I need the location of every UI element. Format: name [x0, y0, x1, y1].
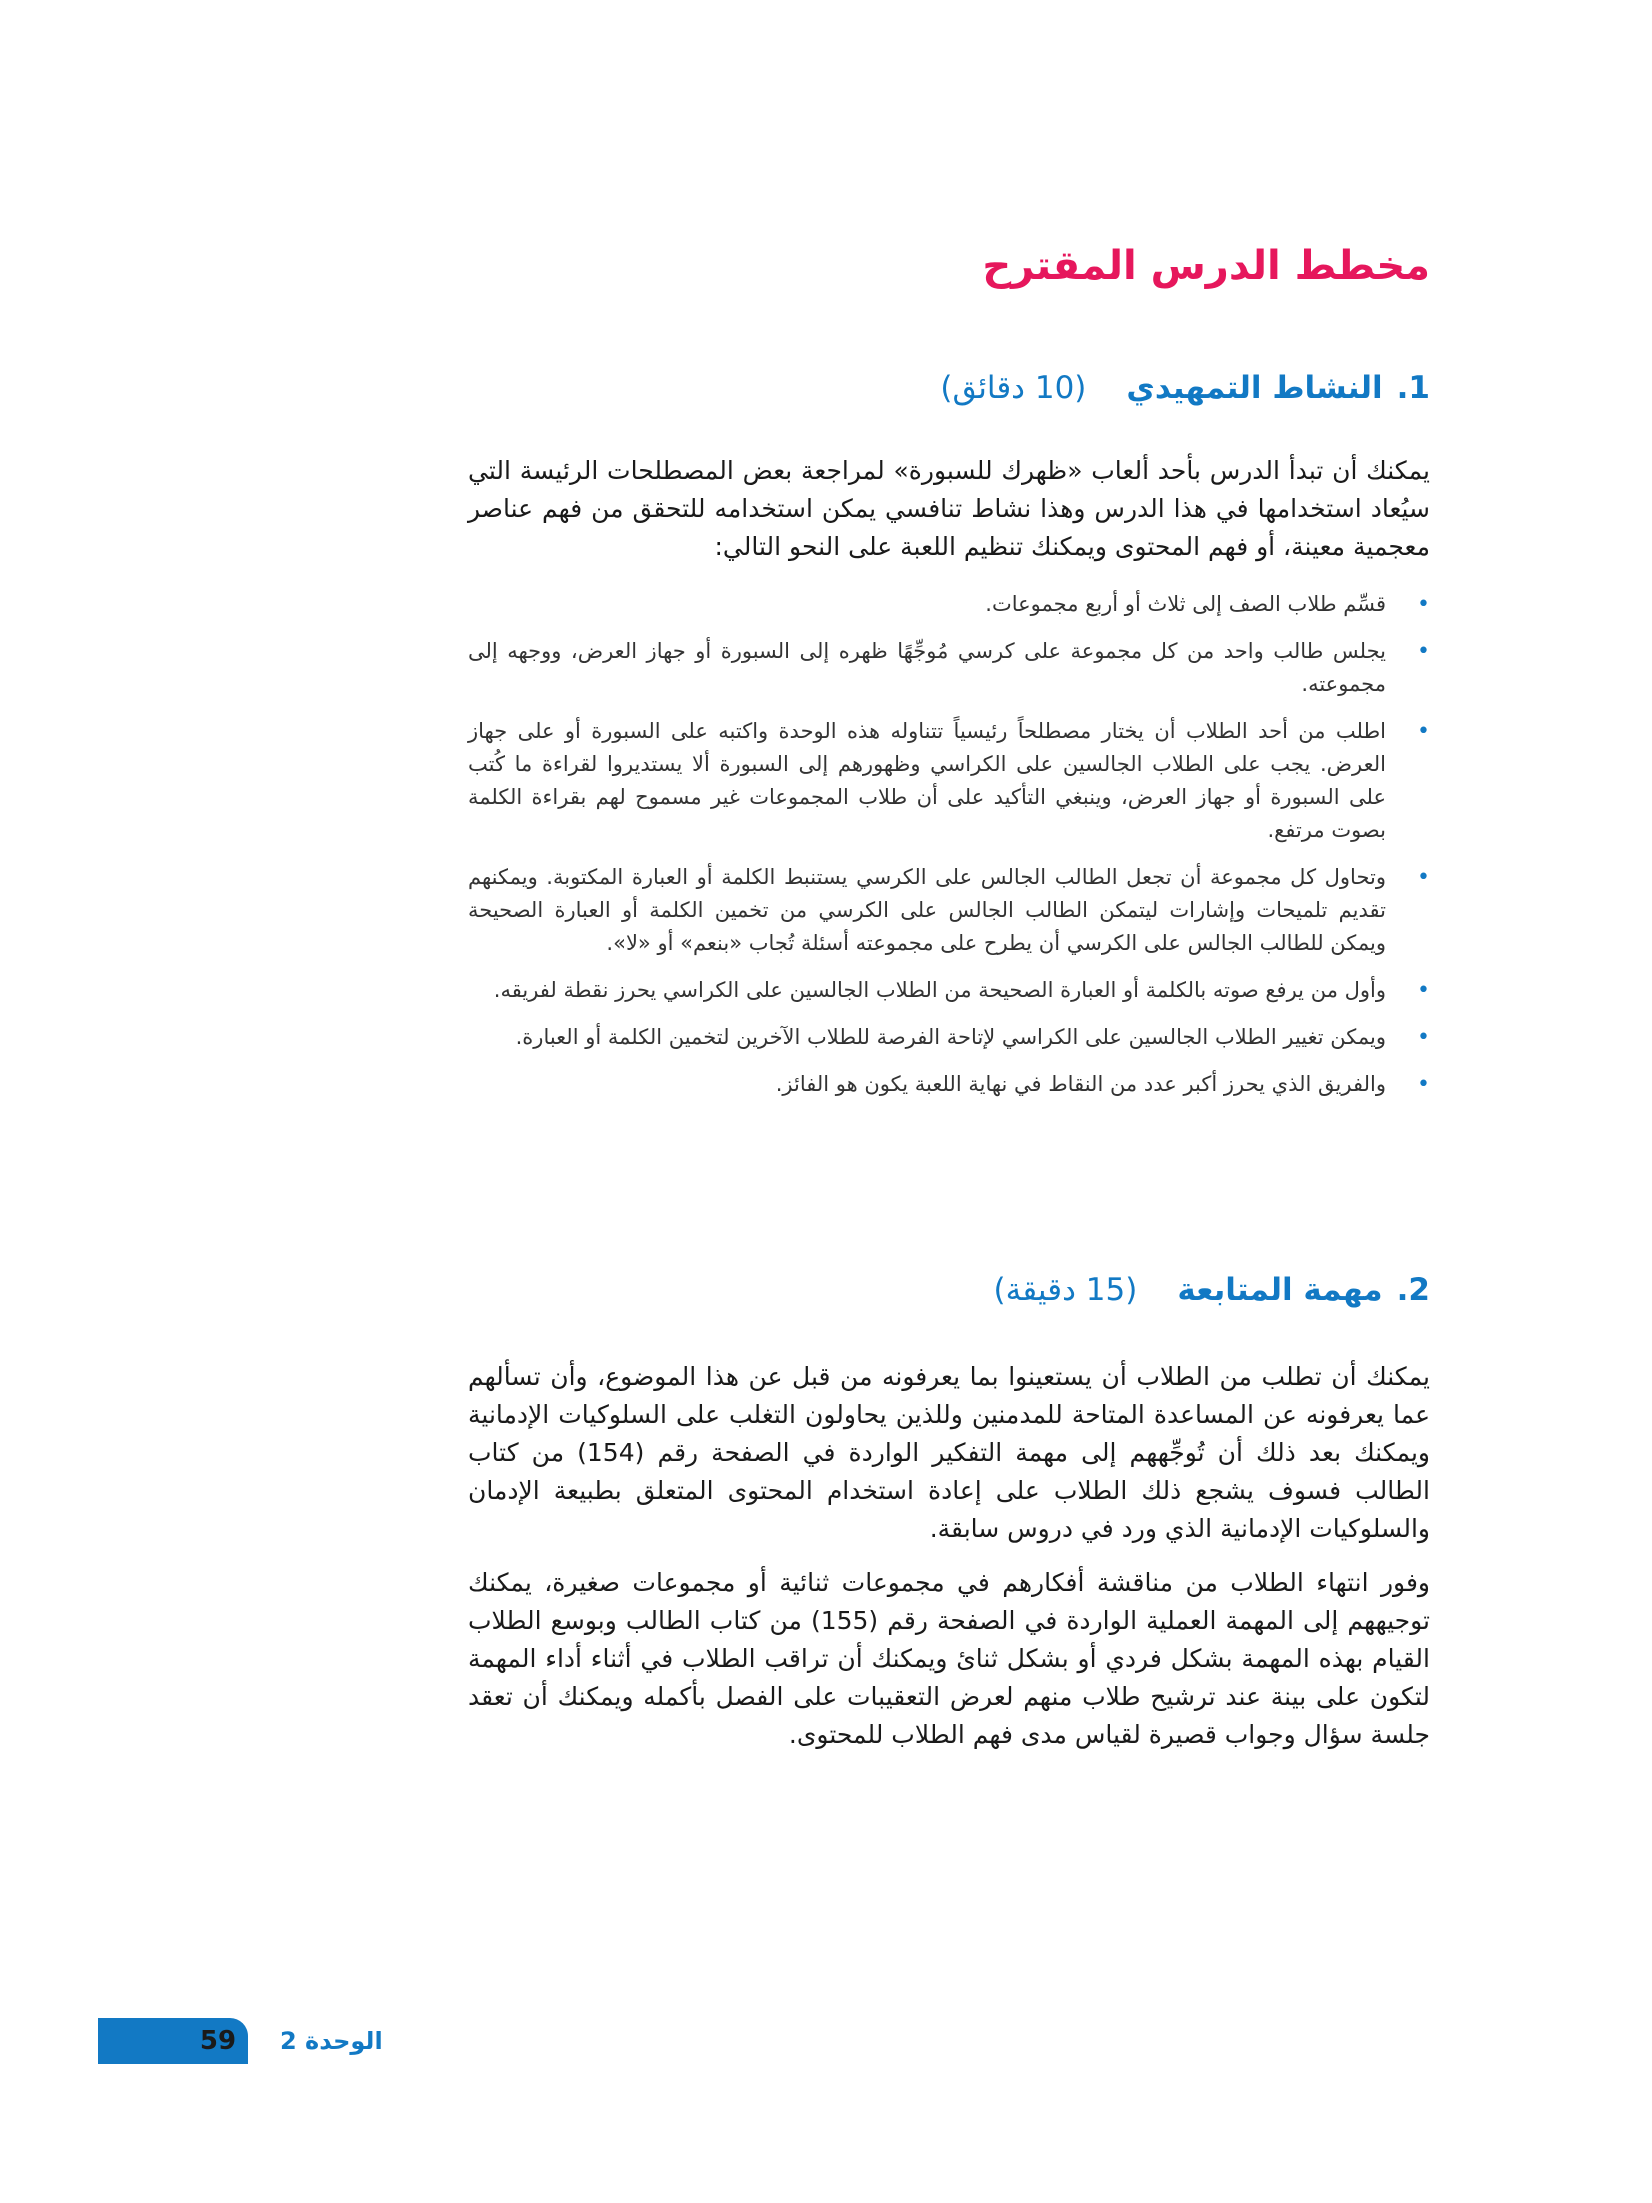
- list-item: [468, 1068, 1430, 1101]
- section-1-heading: [940, 370, 1430, 406]
- list-item: [468, 635, 1430, 701]
- bullet-icon: •: [1417, 1072, 1430, 1097]
- section-1-number: 1.: [1396, 370, 1430, 406]
- bullet-text: يجلس طالب واحد من كل مجموعة على كرسي مُوجِّهًا ظهره إلى السبورة أو جهاز العرض، ووجهه إلى مجموعته.: [468, 639, 1386, 696]
- section-1-intro: يمكنك أن تبدأ الدرس بأحد ألعاب «ظهرك للسبورة» لمراجعة بعض المصطلحات الرئيسة التي سيُعاد استخدامها في هذا الدرس وهذا نشاط تنافسي يمكن استخدامه للتحقق من فهم عناصر معجمية معينة، أو فهم المحتوى ويمكنك تنظيم اللعبة على النحو التالي:: [468, 456, 1430, 561]
- bullet-icon: •: [1417, 592, 1430, 617]
- page-title: مخطط الدرس المقترح: [982, 243, 1430, 289]
- section-1-duration: (10 دقائق): [940, 370, 1087, 406]
- bullet-text: اطلب من أحد الطلاب أن يختار مصطلحاً رئيسياً تتناوله هذه الوحدة واكتبه على السبورة أو على جهاز العرض. يجب على الطلاب الجالسين على الكراسي وظهورهم إلى السبورة ألا يستديروا لقراءة ما كُتب على السبورة أو جهاز العرض، وينبغي التأكيد على أن طلاب المجموعات غير مسموح لهم بقراءة الكلمة بصوت مرتفع.: [468, 719, 1386, 842]
- bullet-text: قسِّم طلاب الصف إلى ثلاث أو أربع مجموعات.: [985, 592, 1386, 616]
- bullet-icon: •: [1417, 639, 1430, 664]
- list-item: [468, 974, 1430, 1007]
- bullet-icon: •: [1417, 978, 1430, 1003]
- bullet-text: وأول من يرفع صوته بالكلمة أو العبارة الصحيحة من الطلاب الجالسين على الكراسي يحرز نقطة لفريقه.: [493, 978, 1386, 1002]
- section-2-duration: (15 دقيقة): [993, 1272, 1138, 1308]
- section-1-name: النشاط التمهيدي: [1126, 370, 1383, 406]
- unit-label: الوحدة 2: [280, 2027, 383, 2055]
- section-2-name: مهمة المتابعة: [1177, 1272, 1383, 1308]
- bullet-text: والفريق الذي يحرز أكبر عدد من النقاط في نهاية اللعبة يكون هو الفائز.: [775, 1072, 1386, 1096]
- section-2-number: 2.: [1396, 1272, 1430, 1308]
- section-2-heading: [994, 1272, 1430, 1308]
- list-item: [468, 861, 1430, 960]
- section-2-body: [468, 1358, 1430, 1754]
- list-item: [468, 715, 1430, 847]
- list-item: [468, 588, 1430, 621]
- page-number: 59: [199, 2026, 237, 2056]
- bullet-text: ويمكن تغيير الطلاب الجالسين على الكراسي لإتاحة الفرصة للطلاب الآخرين لتخمين الكلمة أو العبارة.: [515, 1025, 1386, 1049]
- section-1-bullets-wrapper: [468, 588, 1430, 1115]
- bullet-icon: •: [1417, 865, 1430, 890]
- section-2-paragraph-1: يمكنك أن تطلب من الطلاب أن يستعينوا بما يعرفونه من قبل عن هذا الموضوع، وأن تسألهم عما يعرفونه عن المساعدة المتاحة للمدمنين وللذين يحاولون التغلب على السلوكيات الإدمانية ويمكنك بعد ذلك أن تُوجِّههم إلى مهمة التفكير الواردة في الصفحة رقم (154) من كتاب الطالب فسوف يشجع ذلك الطلاب على إعادة استخدام المحتوى المتعلق بطبيعة الإدمان والسلوكيات الإدمانية الذي ورد في دروس سابقة.: [468, 1362, 1430, 1543]
- section-1-bullet-list: [468, 588, 1430, 1101]
- bullet-icon: •: [1417, 719, 1430, 744]
- bullet-icon: •: [1417, 1025, 1430, 1050]
- section-1-body: [468, 452, 1430, 566]
- section-2-paragraph-2: وفور انتهاء الطلاب من مناقشة أفكارهم في مجموعات ثنائية أو مجموعات صغيرة، يمكنك توجيههم إلى المهمة العملية الواردة في الصفحة رقم (155) من كتاب الطالب وبوسع الطلاب القيام بهذه المهمة بشكل فردي أو بشكل ثنائ ويمكنك أن تراقب الطلاب في أثناء أداء المهمة لتكون على بينة عند ترشيح طلاب منهم لعرض التعقيبات على الفصل بأكمله ويمكنك أن تعقد جلسة سؤال وجواب قصيرة لقياس مدى فهم الطلاب للمحتوى.: [468, 1568, 1430, 1749]
- list-item: [468, 1021, 1430, 1054]
- bullet-text: وتحاول كل مجموعة أن تجعل الطالب الجالس على الكرسي يستنبط الكلمة أو العبارة المكتوبة. ويمكنهم تقديم تلميحات وإشارات ليتمكن الطالب الجالس على الكرسي من تخمين الكلمة أو العبارة الصحيحة ويمكن للطالب الجالس على الكرسي أن يطرح على مجموعته أسئلة تُجاب «بنعم» أو «لا».: [468, 865, 1386, 955]
